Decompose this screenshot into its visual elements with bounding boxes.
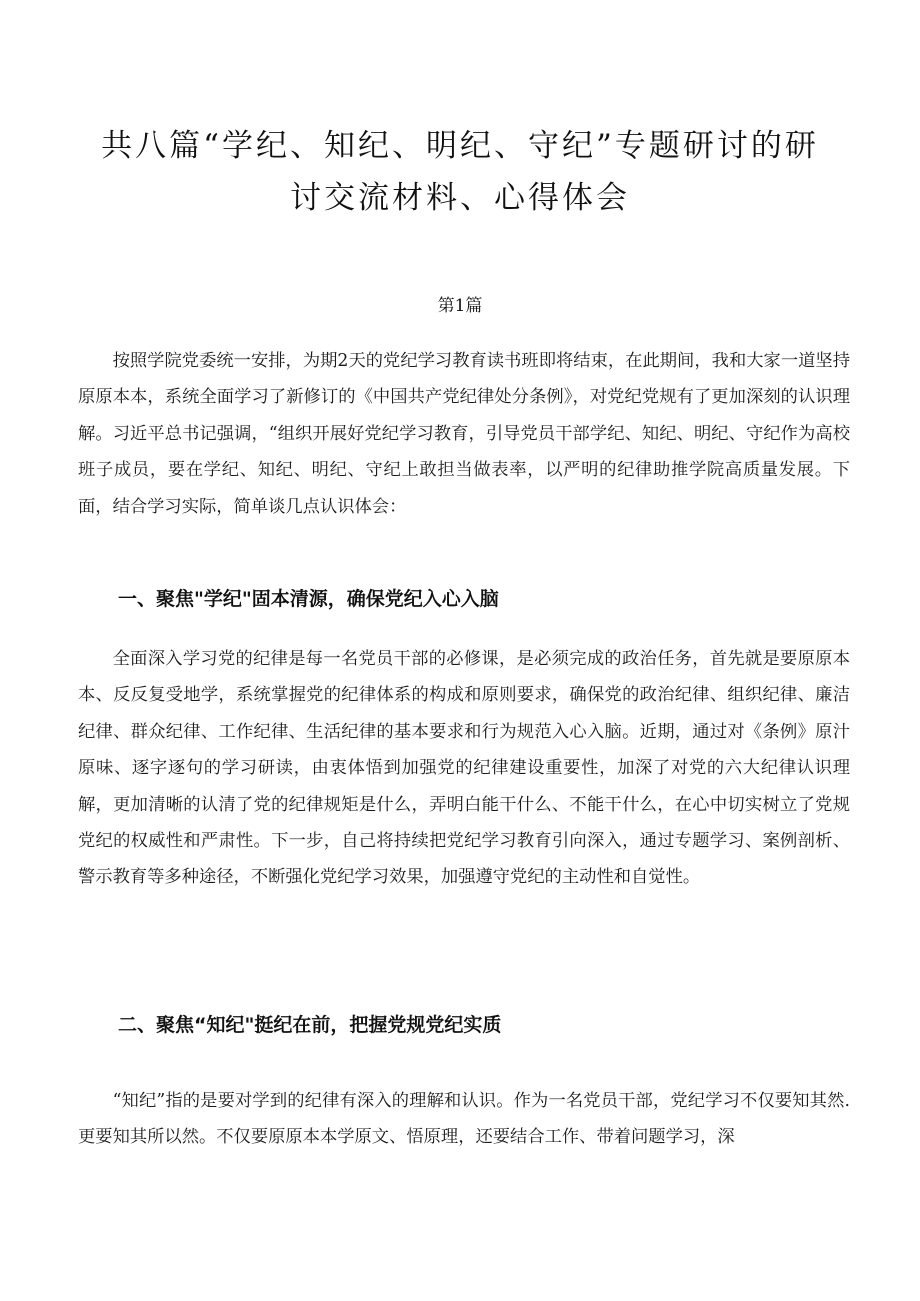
paragraph-section-1: 全面深入学习党的纪律是每一名党员干部的必修课，是必须完成的政治任务，首先就是要原原本本、反反复受地学，系统掌握党的纪律体系的构成和原则要求，确保党的政治纪律、组织纪律、廉洁纪律、群众纪律、工作纪律、生活纪律的基本要求和行为规范入心入脑。近期，通过对《条例》原汁原味、逐字逐句的学习研读，由衷体悟到加强党的纪律建设重要性，加深了对党的六大纪律认识理解，更加清晰的认清了党的纪律规矩是什么，弄明白能干什么、不能干什么，在心中切实树立了党规党纪的权威性和严肃性。下一步，自己将持续把党纪学习教育引向深入，通过专题学习、案例剖析、警示教育等多种途径，不断强化党纪学习效果，加强遵守党纪的主动性和自觉性。 xyxy=(78,649,850,888)
document-title: 共八篇“学纪、知纪、明纪、守纪”专题研讨的研讨交流材料、心得体会 xyxy=(101,128,819,216)
section-label: 第1篇 xyxy=(437,296,483,316)
paragraph-section-2: “知纪”指的是要对学到的纪律有深入的理解和认识。作为一名党员干部，党纪学习不仅要知其然.更要知其所以然。不仅要原原本本学原文、悟原理，还要结合工作、带着问题学习，深 xyxy=(78,1091,850,1148)
heading-section-1: 一、聚焦"学纪"固本清源，确保党纪入心入脑 xyxy=(118,588,499,610)
heading-section-2: 二、聚焦“知纪"挺纪在前，把握党规党纪实质 xyxy=(118,1014,502,1036)
paragraph-intro: 按照学院党委统一安排，为期2天的党纪学习教育读书班即将结束，在此期间，我和大家一道坚持原原本本，系统全面学习了新修订的《中国共产党纪律处分条例》，对党纪党规有了更加深刻的认识理解。习近平总书记强调，“组织开展好党纪学习教育，引导党员干部学纪、知纪、明纪、守纪作为高校班子成员，要在学纪、知纪、明纪、守纪上敢担当做表率，以严明的纪律助推学院高质量发展。下面，结合学习实际，简单谈几点认识体会： xyxy=(78,351,850,517)
